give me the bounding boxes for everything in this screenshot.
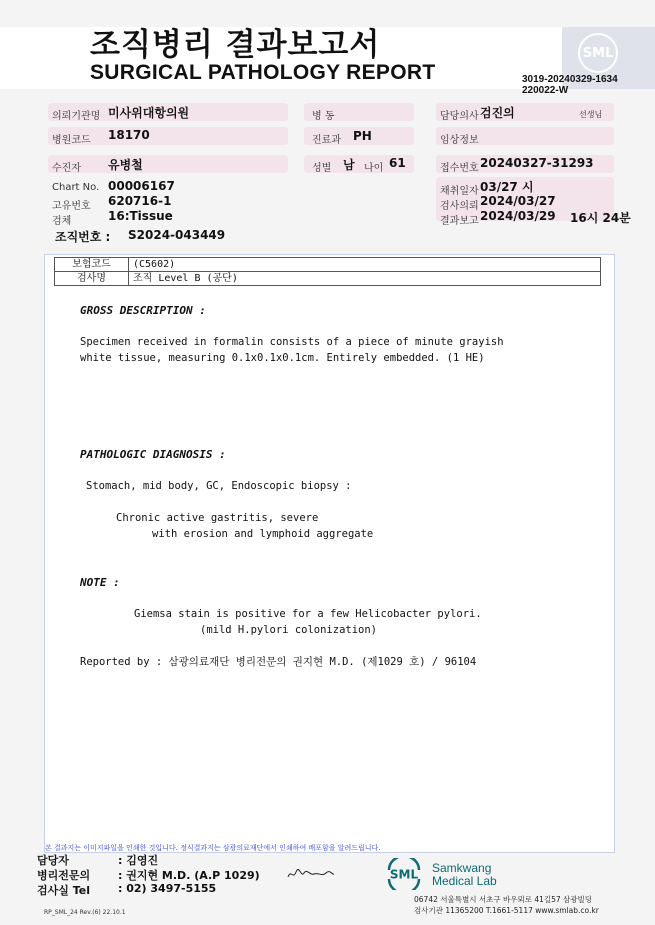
request-label: 검사의뢰 (440, 201, 479, 212)
clinical-label: 임상정보 (440, 135, 479, 146)
result-value: 2024/03/29 (480, 209, 556, 223)
diagnosis-line-2: Chronic active gastritis, severe (116, 512, 319, 524)
age-label: 나이 (364, 163, 384, 174)
svg-text:SML: SML (389, 867, 419, 882)
test-name-label: 검사명 (55, 272, 129, 286)
staff-label: 담당자 (37, 854, 69, 867)
note-line-1: Giemsa stain is positive for a few Helicobacter pylori. (134, 608, 482, 620)
doctor-label: 담당의사 (440, 111, 479, 122)
sex-value: 남 (343, 158, 355, 172)
sml-footer-logo-icon (385, 858, 423, 890)
lab-address: 06742 서울특별시 서초구 바우뫼로 41길57 삼광빌딩 (414, 895, 593, 904)
sml-logo-icon: SML (578, 33, 618, 73)
diagnosis-line-3: with erosion and lymphoid aggregate (152, 528, 374, 540)
ward-label: 병 동 (312, 111, 335, 122)
insurance-code-value: (C5602) (129, 258, 601, 272)
tissue-no-value: S2024-043449 (128, 228, 226, 242)
unique-no-value: 620716-1 (108, 194, 172, 208)
dept-value: PH (353, 129, 372, 143)
reception-label: 접수번호 (440, 163, 479, 174)
insurance-table (54, 257, 601, 286)
req-org-label: 의뢰기관명 (52, 111, 101, 122)
note-line-2: (mild H.pylori colonization) (200, 624, 378, 636)
document-number: 3019-20240329-1634 220022-W (522, 74, 618, 96)
patient-label: 수진자 (52, 163, 81, 174)
chart-no-label: Chart No. (52, 182, 100, 193)
test-name-value: 조직 Level B (공단) (129, 272, 601, 286)
specimen-label: 검체 (52, 216, 72, 227)
print-notice: 본 결과지는 이미지파일을 인쇄한 것입니다. 정식결과지는 삼광의료재단에서 인쇄하여 배포함을 알려드립니다. (45, 844, 381, 852)
result-time: 16시 24분 (570, 211, 631, 225)
form-number: RP_SML_24 Rev.(6) 22.10.1 (44, 909, 126, 916)
report-title-english: SURGICAL PATHOLOGY REPORT (90, 61, 436, 84)
table-row (55, 258, 601, 272)
collect-label: 채취일자 (440, 186, 479, 197)
pathologist-label: 병리전문의 (37, 869, 91, 882)
diagnosis-line-1: Stomach, mid body, GC, Endoscopic biopsy : (86, 480, 352, 492)
gross-description-heading: GROSS DESCRIPTION : (80, 304, 206, 317)
doctor-suffix: 선생님 (579, 110, 603, 119)
request-value: 2024/03/27 (480, 194, 556, 208)
age-value: 61 (389, 156, 406, 170)
report-title-korean: 조직병리 결과보고서 (90, 27, 381, 63)
hosp-code-value: 18170 (108, 128, 150, 142)
signature-icon (286, 866, 336, 882)
result-label: 결과보고 (440, 216, 479, 227)
tissue-no-label: 조직번호 : (55, 230, 111, 244)
sex-label: 성별 (312, 163, 332, 174)
note-heading: NOTE : (80, 576, 120, 589)
reception-value: 20240327-31293 (480, 156, 594, 170)
collect-value: 03/27 시 (480, 180, 534, 194)
lab-tel-value: : 02) 3497-5155 (118, 882, 217, 895)
dept-label: 진료과 (312, 135, 341, 146)
req-org-value: 미사위대항의원 (108, 106, 190, 120)
unique-no-label: 고유번호 (52, 201, 91, 212)
lab-info: 검사기관 11365200 T.1661-5117 www.smlab.co.kr (414, 906, 599, 915)
hosp-code-label: 병원코드 (52, 135, 91, 146)
pathologist-value: : 권지현 M.D. (A.P 1029) (118, 869, 260, 882)
specimen-value: 16:Tissue (108, 209, 173, 223)
chart-no-value: 00006167 (108, 179, 175, 193)
insurance-code-label: 보험코드 (55, 258, 129, 272)
pathologic-diagnosis-heading: PATHOLOGIC DIAGNOSIS : (80, 448, 226, 461)
gross-line-1: Specimen received in formalin consists of a piece of minute grayish (80, 336, 504, 348)
patient-value: 유병철 (108, 158, 143, 172)
lab-name: Samkwang Medical Lab (432, 861, 497, 888)
reported-by: Reported by : 삼광의료재단 병리전문의 권지현 M.D. (제1029 호) / 96104 (80, 656, 477, 668)
gross-line-2: white tissue, measuring 0.1x0.1x0.1cm. Entirely embedded. (1 HE) (80, 352, 485, 364)
table-row (55, 272, 601, 286)
doctor-value: 검진의 (480, 106, 515, 120)
patient-field (48, 155, 288, 173)
staff-value: : 김영진 (118, 854, 159, 867)
lab-tel-label: 검사실 Tel (37, 884, 90, 897)
